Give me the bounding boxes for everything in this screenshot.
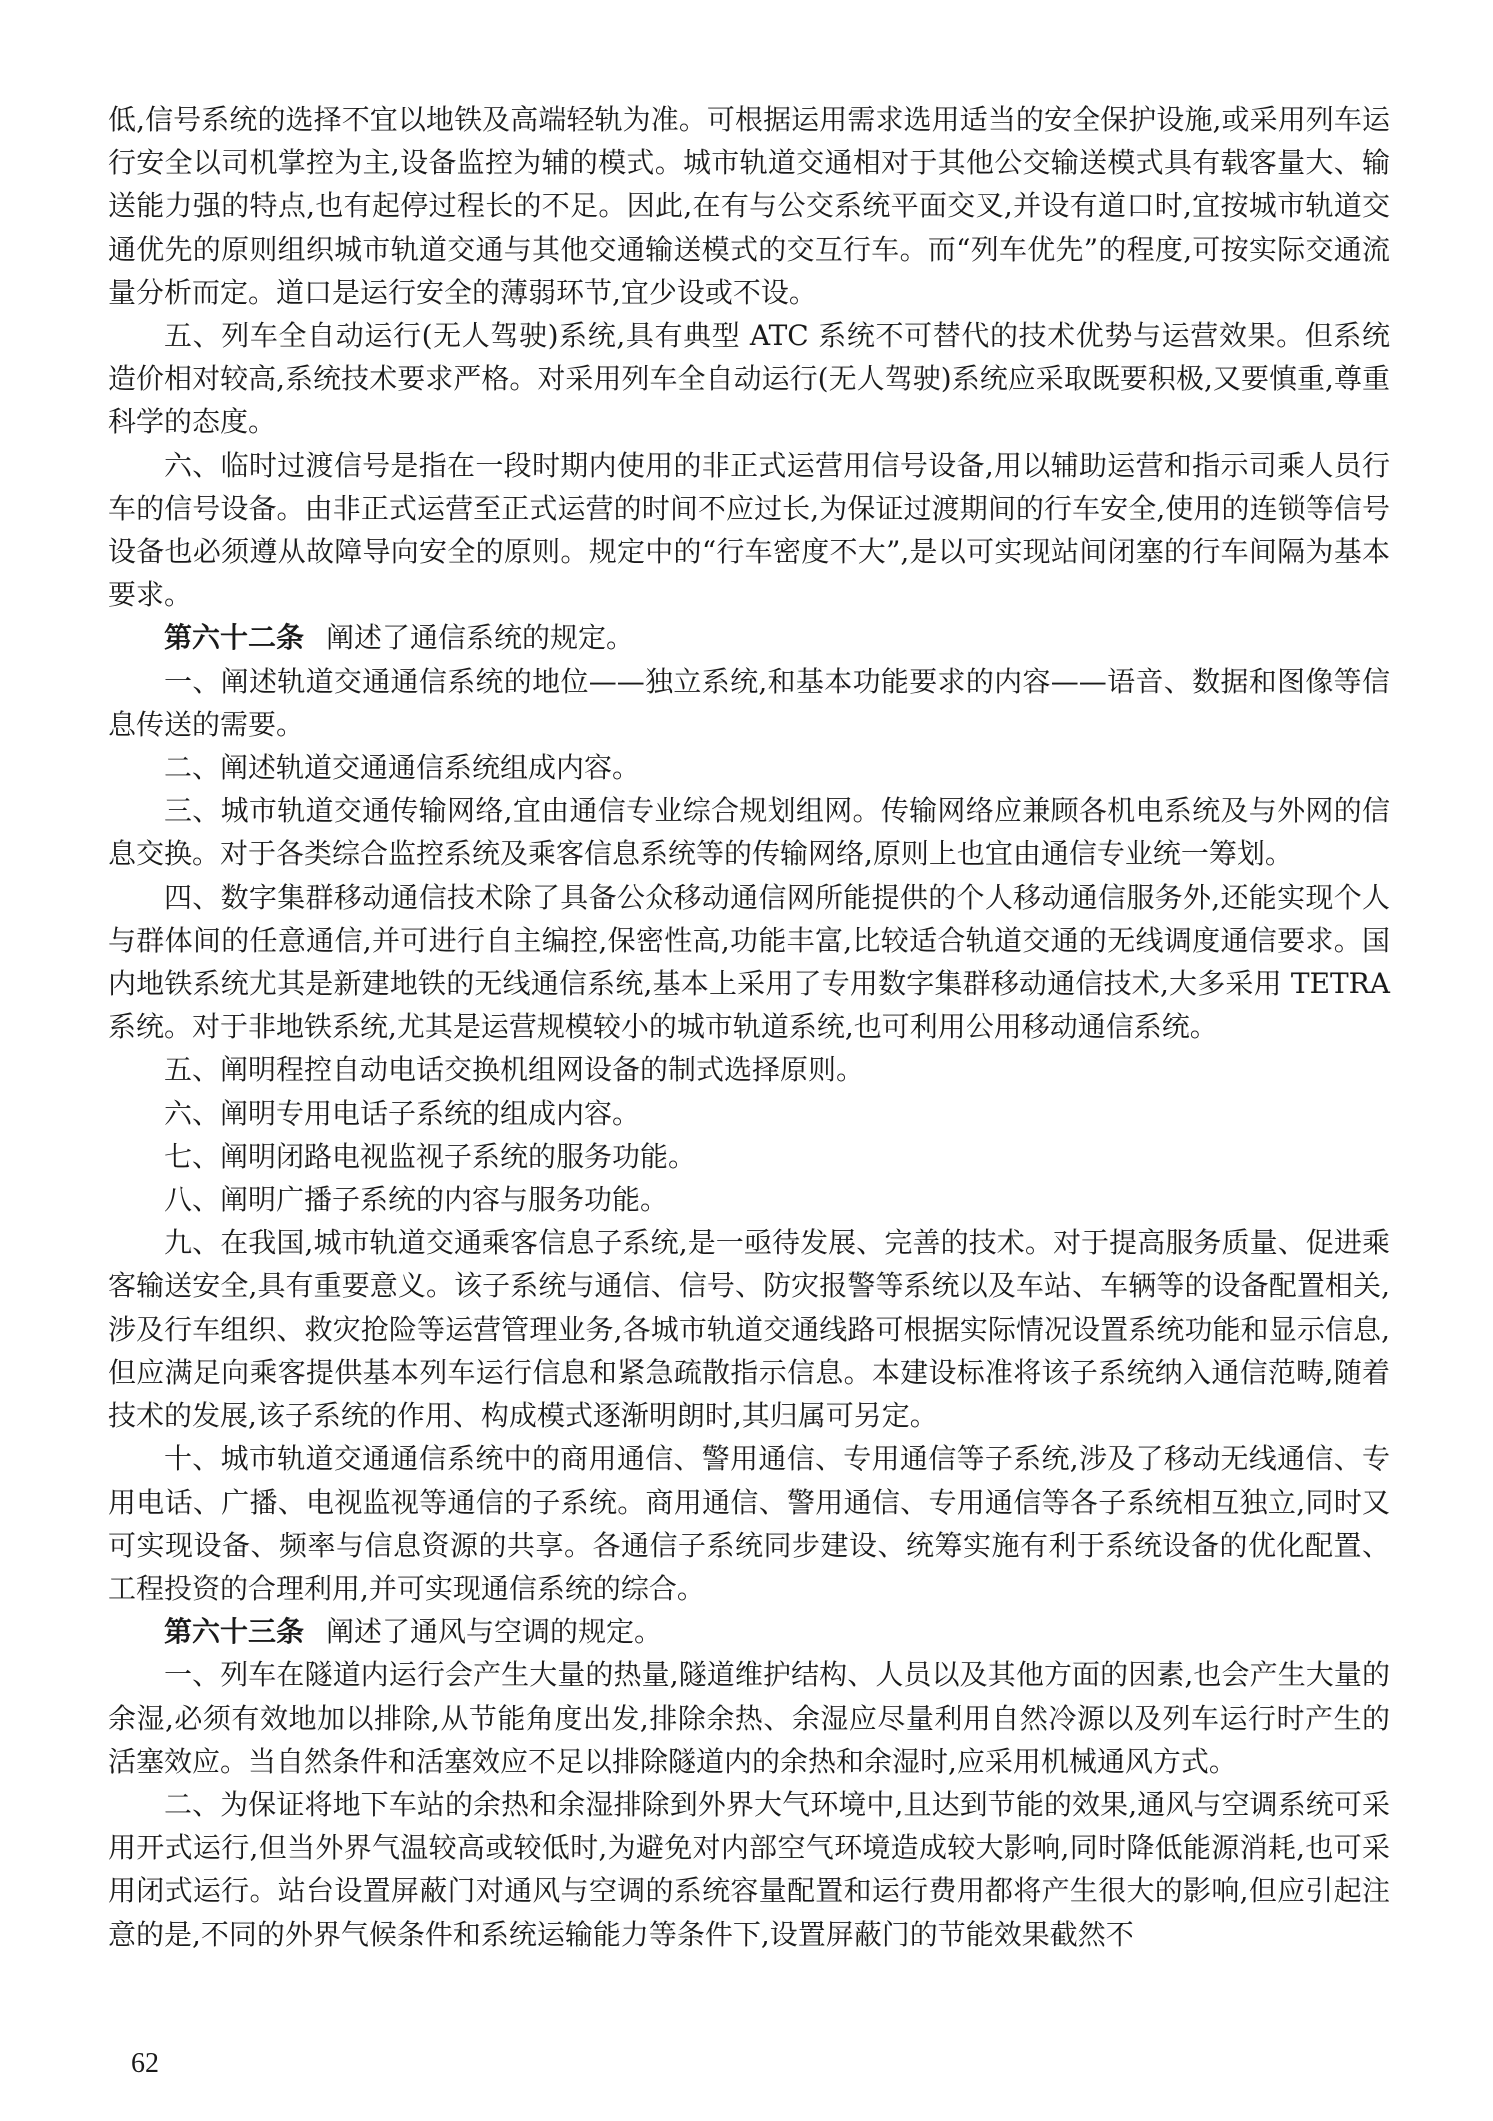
paragraph: 六、临时过渡信号是指在一段时期内使用的非正式运营用信号设备,用以辅助运营和指示司乘人员行车的信号设备。由非正式运营至正式运营的时间不应过长,为保证过渡期间的行车安全,使用的连锁等信号设备也必须遵从故障导向安全的原则。规定中的“行车密度不大”,是以可实现站间闭塞的行车间隔为基本要求。 bbox=[108, 448, 1390, 612]
page-number: 62 bbox=[131, 2048, 159, 2079]
paragraph: 低,信号系统的选择不宜以地铁及高端轻轨为准。可根据运用需求选用适当的安全保护设施,或采用列车运行安全以司机掌控为主,设备监控为辅的模式。城市轨道交通相对于其他公交输送模式具有载客量大、输送能力强的特点,也有起停过程长的不足。因此,在有与公交系统平面交叉,并设有道口时,宜按城市轨道交通优先的原则组织城市轨道交通与其他交通输送模式的交互行车。而“列车优先”的程度,可按实际交通流量分析而定。道口是运行安全的薄弱环节,宜少设或不设。 bbox=[108, 103, 1390, 309]
paragraph: 四、数字集群移动通信技术除了具备公众移动通信网所能提供的个人移动通信服务外,还能实现个人与群体间的任意通信,并可进行自主编控,保密性高,功能丰富,比较适合轨道交通的无线调度通信要求。国内地铁系统尤其是新建地铁的无线通信系统,基本上采用了专用数字集群移动通信技术,大多采用 TETRA 系统。对于非地铁系统,尤其是运营规模较小的城市轨道系统,也可利用公用移动通信系统。 bbox=[108, 880, 1390, 1044]
paragraph: 八、阐明广播子系统的内容与服务功能。 bbox=[164, 1183, 669, 1217]
article-text: 阐述了通信系统的规定。 bbox=[326, 621, 635, 655]
paragraph: 五、阐明程控自动电话交换机组网设备的制式选择原则。 bbox=[164, 1053, 865, 1087]
paragraph: 九、在我国,城市轨道交通乘客信息子系统,是一亟待发展、完善的技术。对于提高服务质量、促进乘客输送安全,具有重要意义。该子系统与通信、信号、防灾报警等系统以及车站、车辆等的设备配置相关,涉及行车组织、救灾抢险等运营管理业务,各城市轨道交通线路可根据实际情况设置系统功能和显示信息,但应满足向乘客提供基本列车运行信息和紧急疏散指示信息。本建设标准将该子系统纳入通信范畴,随着技术的发展,该子系统的作用、构成模式逐渐明朗时,其归属可另定。 bbox=[108, 1226, 1390, 1433]
article-text: 阐述了通风与空调的规定。 bbox=[326, 1615, 663, 1649]
document-body bbox=[108, 98, 1390, 1956]
paragraph: 二、阐述轨道交通通信系统组成内容。 bbox=[164, 751, 641, 785]
article-heading bbox=[108, 616, 1390, 659]
article-title: 第六十三条 bbox=[164, 1615, 305, 1649]
article-heading bbox=[108, 1610, 1390, 1653]
paragraph: 一、列车在隧道内运行会产生大量的热量,隧道维护结构、人员以及其他方面的因素,也会产生大量的余湿,必须有效地加以排除,从节能角度出发,排除余热、余湿应尽量利用自然冷源以及列车运行时产生的活塞效应。当自然条件和活塞效应不足以排除隧道内的余热和余湿时,应采用机械通风方式。 bbox=[108, 1658, 1390, 1778]
paragraph: 三、城市轨道交通传输网络,宜由通信专业综合规划组网。传输网络应兼顾各机电系统及与外网的信息交换。对于各类综合监控系统及乘客信息系统等的传输网络,原则上也宜由通信专业统一筹划。 bbox=[108, 794, 1390, 871]
paragraph: 一、阐述轨道交通通信系统的地位——独立系统,和基本功能要求的内容——语音、数据和图像等信息传送的需要。 bbox=[108, 664, 1390, 741]
paragraph: 七、阐明闭路电视监视子系统的服务功能。 bbox=[164, 1139, 697, 1173]
paragraph: 十、城市轨道交通通信系统中的商用通信、警用通信、专用通信等子系统,涉及了移动无线通信、专用电话、广播、电视监视等通信的子系统。商用通信、警用通信、专用通信等各子系统相互独立,同时又可实现设备、频率与信息资源的共享。各通信子系统同步建设、统筹实施有利于系统设备的优化配置、工程投资的合理利用,并可实现通信系统的综合。 bbox=[108, 1442, 1390, 1605]
paragraph: 五、列车全自动运行(无人驾驶)系统,具有典型 ATC 系统不可替代的技术优势与运营效果。但系统造价相对较高,系统技术要求严格。对采用列车全自动运行(无人驾驶)系统应采取既要积极,又要慎重,尊重科学的态度。 bbox=[108, 319, 1390, 439]
paragraph: 六、阐明专用电话子系统的组成内容。 bbox=[164, 1096, 641, 1130]
paragraph: 二、为保证将地下车站的余热和余湿排除到外界大气环境中,且达到节能的效果,通风与空调系统可采用开式运行,但当外界气温较高或较低时,为避免对内部空气环境造成较大影响,同时降低能源消耗,也可采用闭式运行。站台设置屏蔽门对通风与空调的系统容量配置和运行费用都将产生很大的影响,但应引起注意的是,不同的外界气候条件和系统运输能力等条件下,设置屏蔽门的节能效果截然不 bbox=[108, 1787, 1390, 1951]
article-title: 第六十二条 bbox=[164, 621, 305, 655]
